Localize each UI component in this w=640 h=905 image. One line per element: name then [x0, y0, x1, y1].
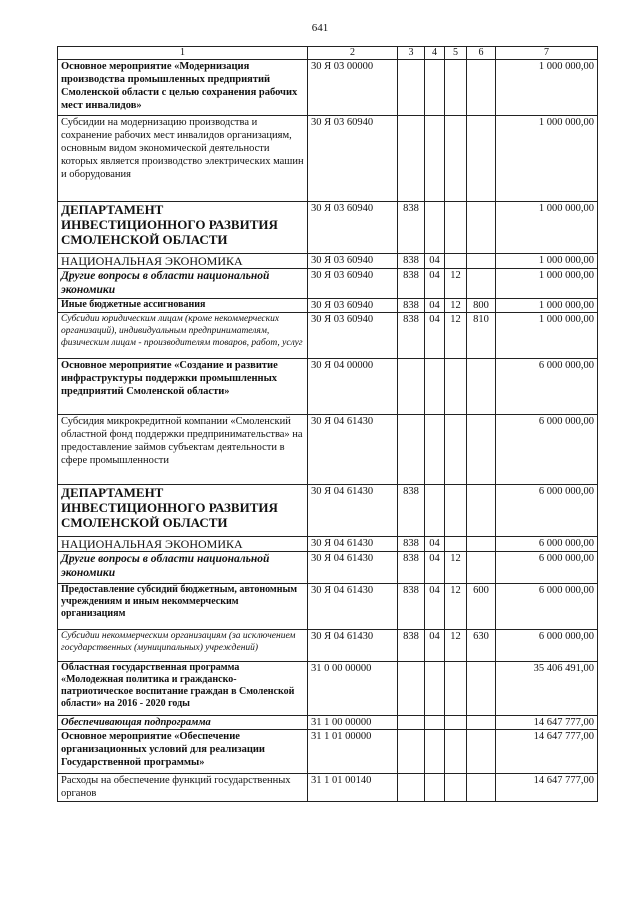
subsection-code: [445, 485, 467, 537]
row-name: НАЦИОНАЛЬНАЯ ЭКОНОМИКА: [58, 254, 308, 269]
target-code: 31 1 01 00140: [308, 774, 398, 802]
expense-type-code: 810: [467, 313, 496, 359]
target-code: 30 Я 03 60940: [308, 299, 398, 313]
header-col-2: 2: [308, 47, 398, 60]
table-row: [58, 485, 598, 537]
target-code: 30 Я 04 61430: [308, 415, 398, 485]
department-code: [398, 716, 425, 730]
subsection-code: [445, 359, 467, 415]
table-row: [58, 774, 598, 802]
section-code: [425, 415, 445, 485]
department-code: 838: [398, 552, 425, 584]
amount: 1 000 000,00: [496, 202, 598, 254]
target-code: 30 Я 04 61430: [308, 584, 398, 630]
subsection-code: 12: [445, 552, 467, 584]
subsection-code: [445, 662, 467, 716]
header-col-3: 3: [398, 47, 425, 60]
department-code: [398, 662, 425, 716]
header-col-1: 1: [58, 47, 308, 60]
section-code: [425, 60, 445, 116]
table-row: [58, 202, 598, 254]
row-name: Субсидии юридическим лицам (кроме некоммерческих организаций), индивидуальным предпринимателям, физическим лицам - производителям товаров, работ, услуг: [58, 313, 308, 359]
row-name: ДЕПАРТАМЕНТ ИНВЕСТИЦИОННОГО РАЗВИТИЯ СМОЛЕНСКОЙ ОБЛАСТИ: [58, 202, 308, 254]
table-row: [58, 299, 598, 313]
amount: 6 000 000,00: [496, 552, 598, 584]
expense-type-code: [467, 716, 496, 730]
section-code: 04: [425, 584, 445, 630]
subsection-code: [445, 202, 467, 254]
target-code: 30 Я 04 61430: [308, 485, 398, 537]
row-name: Иные бюджетные ассигнования: [58, 299, 308, 313]
amount: 6 000 000,00: [496, 359, 598, 415]
page-number: 641: [311, 22, 329, 34]
header-row: [58, 47, 598, 60]
table-row: [58, 116, 598, 202]
expense-type-code: [467, 254, 496, 269]
section-code: [425, 730, 445, 774]
section-code: [425, 774, 445, 802]
department-code: 838: [398, 254, 425, 269]
table-row: [58, 313, 598, 359]
amount: 6 000 000,00: [496, 584, 598, 630]
department-code: [398, 415, 425, 485]
table-header: [58, 47, 598, 60]
table-row: [58, 730, 598, 774]
row-name: Субсидии некоммерческим организациям (за исключением государственных (муниципальных) учреждений): [58, 630, 308, 662]
section-code: [425, 359, 445, 415]
department-code: 838: [398, 584, 425, 630]
department-code: 838: [398, 313, 425, 359]
amount: 14 647 777,00: [496, 730, 598, 774]
subsection-code: 12: [445, 584, 467, 630]
section-code: [425, 202, 445, 254]
amount: 1 000 000,00: [496, 60, 598, 116]
department-code: 838: [398, 537, 425, 552]
amount: 14 647 777,00: [496, 774, 598, 802]
subsection-code: [445, 254, 467, 269]
row-name: Основное мероприятие «Создание и развитие инфраструктуры поддержки промышленных предприятий Смоленской области»: [58, 359, 308, 415]
section-code: 04: [425, 299, 445, 313]
expense-type-code: [467, 774, 496, 802]
row-name: НАЦИОНАЛЬНАЯ ЭКОНОМИКА: [58, 537, 308, 552]
subsection-code: 12: [445, 269, 467, 299]
row-name: Областная государственная программа «Молодежная политика и гражданско-патриотическое воспитание граждан в Смоленской области» на 2016 - 2020 годы: [58, 662, 308, 716]
section-code: [425, 662, 445, 716]
department-code: 838: [398, 630, 425, 662]
table-row: [58, 552, 598, 584]
target-code: 30 Я 03 00000: [308, 60, 398, 116]
section-code: 04: [425, 537, 445, 552]
expense-type-code: [467, 730, 496, 774]
target-code: 30 Я 04 61430: [308, 630, 398, 662]
amount: 6 000 000,00: [496, 630, 598, 662]
subsection-code: 12: [445, 630, 467, 662]
department-code: [398, 359, 425, 415]
target-code: 31 0 00 00000: [308, 662, 398, 716]
table-row: [58, 584, 598, 630]
subsection-code: [445, 116, 467, 202]
subsection-code: [445, 537, 467, 552]
target-code: 30 Я 04 61430: [308, 537, 398, 552]
department-code: 838: [398, 299, 425, 313]
row-name: Предоставление субсидий бюджетным, автономным учреждениям и иным некоммерческим организациям: [58, 584, 308, 630]
table-body: [58, 60, 598, 802]
row-name: Субсидии на модернизацию производства и сохранение рабочих мест инвалидов организациям, основным видом экономической деятельности которых является производство электрических машин и оборудования: [58, 116, 308, 202]
subsection-code: 12: [445, 299, 467, 313]
department-code: [398, 60, 425, 116]
amount: 6 000 000,00: [496, 537, 598, 552]
header-col-6: 6: [467, 47, 496, 60]
table-row: [58, 415, 598, 485]
amount: 1 000 000,00: [496, 299, 598, 313]
section-code: 04: [425, 552, 445, 584]
expense-type-code: 800: [467, 299, 496, 313]
amount: 6 000 000,00: [496, 485, 598, 537]
row-name: ДЕПАРТАМЕНТ ИНВЕСТИЦИОННОГО РАЗВИТИЯ СМОЛЕНСКОЙ ОБЛАСТИ: [58, 485, 308, 537]
department-code: 838: [398, 485, 425, 537]
row-name: Основное мероприятие «Модернизация производства промышленных предприятий Смоленской области с целью сохранения рабочих мест инвалидов»: [58, 60, 308, 116]
subsection-code: [445, 415, 467, 485]
table-row: [58, 630, 598, 662]
expense-type-code: [467, 269, 496, 299]
expense-type-code: [467, 485, 496, 537]
subsection-code: [445, 730, 467, 774]
section-code: 04: [425, 630, 445, 662]
amount: 1 000 000,00: [496, 254, 598, 269]
target-code: 30 Я 03 60940: [308, 269, 398, 299]
expense-type-code: [467, 60, 496, 116]
table-row: [58, 60, 598, 116]
row-name: Субсидия микрокредитной компании «Смоленский областной фонд поддержки предпринимательства» на предоставление займов субъектам деятельности в сфере промышленности: [58, 415, 308, 485]
row-name: Другие вопросы в области национальной экономики: [58, 269, 308, 299]
amount: 6 000 000,00: [496, 415, 598, 485]
department-code: [398, 116, 425, 202]
subsection-code: [445, 60, 467, 116]
row-name: Расходы на обеспечение функций государственных органов: [58, 774, 308, 802]
target-code: 30 Я 03 60940: [308, 313, 398, 359]
expense-type-code: [467, 662, 496, 716]
expense-type-code: [467, 415, 496, 485]
table-row: [58, 254, 598, 269]
table-row: [58, 662, 598, 716]
target-code: 30 Я 03 60940: [308, 202, 398, 254]
table-row: [58, 359, 598, 415]
department-code: [398, 774, 425, 802]
expense-type-code: [467, 359, 496, 415]
table-row: [58, 537, 598, 552]
header-col-4: 4: [425, 47, 445, 60]
header-col-5: 5: [445, 47, 467, 60]
department-code: 838: [398, 269, 425, 299]
section-code: [425, 716, 445, 730]
target-code: 30 Я 04 00000: [308, 359, 398, 415]
expense-type-code: 630: [467, 630, 496, 662]
row-name: Обеспечивающая подпрограмма: [58, 716, 308, 730]
budget-table: [57, 46, 598, 802]
header-col-7: 7: [496, 47, 598, 60]
amount: 35 406 491,00: [496, 662, 598, 716]
target-code: 31 1 01 00000: [308, 730, 398, 774]
expense-type-code: [467, 116, 496, 202]
department-code: [398, 730, 425, 774]
amount: 1 000 000,00: [496, 313, 598, 359]
amount: 14 647 777,00: [496, 716, 598, 730]
expense-type-code: [467, 202, 496, 254]
subsection-code: [445, 716, 467, 730]
amount: 1 000 000,00: [496, 116, 598, 202]
row-name: Другие вопросы в области национальной экономики: [58, 552, 308, 584]
expense-type-code: [467, 552, 496, 584]
target-code: 30 Я 03 60940: [308, 116, 398, 202]
table-row: [58, 716, 598, 730]
subsection-code: 12: [445, 313, 467, 359]
section-code: 04: [425, 254, 445, 269]
section-code: [425, 116, 445, 202]
row-name: Основное мероприятие «Обеспечение организационных условий для реализации Государственной программы»: [58, 730, 308, 774]
expense-type-code: 600: [467, 584, 496, 630]
section-code: [425, 485, 445, 537]
department-code: 838: [398, 202, 425, 254]
expense-type-code: [467, 537, 496, 552]
section-code: 04: [425, 269, 445, 299]
target-code: 31 1 00 00000: [308, 716, 398, 730]
subsection-code: [445, 774, 467, 802]
target-code: 30 Я 04 61430: [308, 552, 398, 584]
section-code: 04: [425, 313, 445, 359]
amount: 1 000 000,00: [496, 269, 598, 299]
table-row: [58, 269, 598, 299]
target-code: 30 Я 03 60940: [308, 254, 398, 269]
